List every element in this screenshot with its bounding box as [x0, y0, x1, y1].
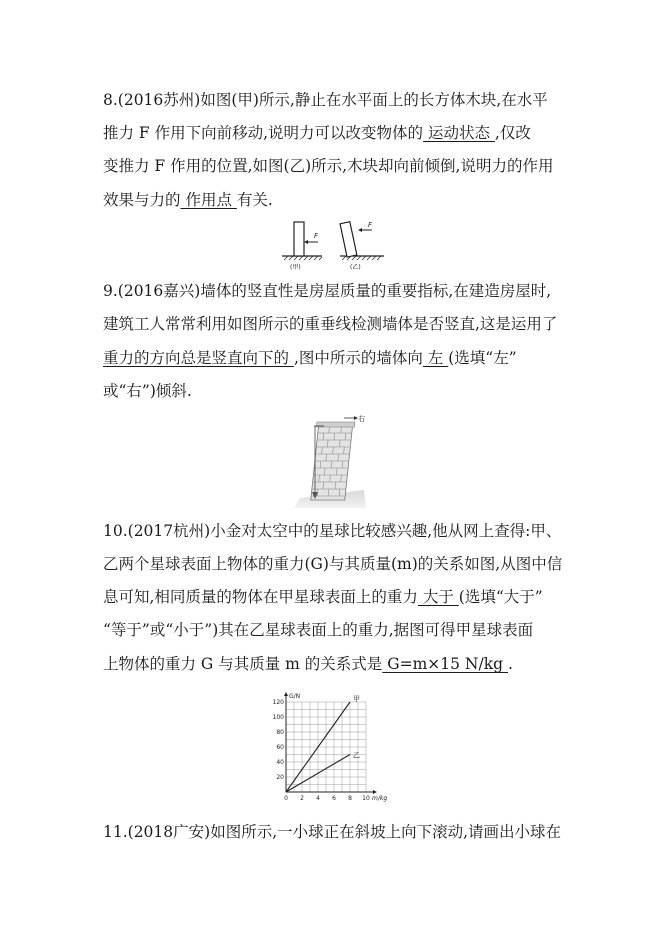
q10-text: 上物体的重力 G 与其质量 m 的关系式是 — [103, 655, 383, 673]
y-axis-arrowhead — [284, 692, 288, 696]
q10-answer-2: G=m×15 N/kg — [382, 655, 508, 673]
y-tick-label: 120 — [272, 699, 284, 706]
q10-line-2: 乙两个星球表面上物体的重力(G)与其质量(m)的关系如图,从图中信 — [103, 555, 563, 573]
q9-wall-figure — [294, 412, 366, 508]
force-label-b: F — [368, 221, 373, 229]
q10-line-3 — [103, 587, 543, 607]
q11-line-1: 11.(2018广安)如图所示,一小球正在斜坡上向下滚动,请画出小球在 — [103, 823, 562, 841]
q9-line-3 — [103, 348, 517, 368]
q10-text: . — [507, 655, 513, 673]
brick-wall — [309, 422, 355, 500]
caption-b: (乙) — [350, 264, 361, 270]
arrowhead-a — [304, 240, 308, 244]
force-label-a: F — [314, 232, 319, 240]
x-axis-arrowhead — [373, 790, 377, 794]
q10-text: (选填“大于” — [458, 588, 543, 606]
q8-line-1: 8.(2016苏州)如图(甲)所示,静止在水平面上的长方体木块,在水平 — [103, 91, 548, 109]
q8-text: 推力 F 作用下向前移动,说明力可以改变物体的 — [103, 124, 424, 142]
q8-text: 有关. — [236, 191, 273, 209]
q9-line-2: 建筑工人常常利用如图所示的重垂线检测墙体是否竖直,这是运用了 — [103, 315, 558, 333]
y-tick-label: 100 — [272, 714, 284, 721]
series-label-1: 甲 — [353, 695, 360, 703]
q9-line-1: 9.(2016嘉兴)墙体的竖直性是房屋质量的重要指标,在建造房屋时, — [103, 282, 552, 300]
q8-line-4 — [103, 190, 273, 210]
q9-answer-1: 重力的方向总是竖直向下的 — [103, 349, 294, 367]
q10-text: 息可知,相同质量的物体在甲星球表面上的重力 — [103, 588, 418, 606]
q9-line-4: 或“右”)倾斜. — [103, 382, 192, 400]
q8-figure — [280, 218, 390, 270]
ground-hatch — [284, 256, 322, 260]
y-tick-label: 40 — [276, 759, 284, 766]
block-a — [294, 222, 304, 256]
q8-answer-1: 运动状态 — [423, 124, 495, 142]
q9-text: ,图中所示的墙体向 — [293, 349, 423, 367]
q9-text: (选填“左” — [448, 349, 517, 367]
q10-line-4: “等于”或“小于”)其在乙星球表面上的重力,据图可得甲星球表面 — [103, 621, 534, 639]
block-b — [340, 222, 357, 257]
q8-line-3: 变推力 F 作用的位置,如图(乙)所示,木块却向前倾倒,说明力的作用 — [103, 157, 554, 175]
x-axis-label: m/kg — [372, 795, 388, 802]
q10-line-1: 10.(2017杭州)小金对太空中的星球比较感兴趣,他从网上查得:甲、 — [103, 522, 562, 540]
g-m-chart — [262, 692, 397, 804]
arrowhead-b — [358, 228, 362, 232]
q10-answer-1: 大于 — [417, 588, 459, 606]
y-tick-label: 80 — [276, 729, 284, 736]
x-tick-label: 6 — [332, 795, 336, 802]
x-tick-label: 0 — [284, 795, 288, 802]
series-label-2: 乙 — [353, 751, 360, 760]
q10-line-5 — [103, 654, 513, 674]
y-axis-label: G/N — [289, 693, 301, 700]
x-tick-label: 8 — [348, 795, 352, 802]
caption-a: (甲) — [290, 264, 301, 270]
x-tick-label: 2 — [300, 795, 304, 802]
q8-line-2 — [103, 123, 531, 143]
q8-answer-2: 作用点 — [180, 191, 237, 209]
x-tick-label: 4 — [316, 795, 320, 802]
q8-text: ,仅改 — [494, 124, 531, 142]
y-tick-label: 20 — [276, 774, 284, 781]
right-label: 右 — [358, 415, 365, 423]
y-tick-label: 60 — [276, 744, 284, 751]
q8-text: 效果与力的 — [103, 191, 181, 209]
q9-answer-2: 左 — [422, 349, 449, 367]
x-tick-label: 10 — [362, 795, 370, 802]
